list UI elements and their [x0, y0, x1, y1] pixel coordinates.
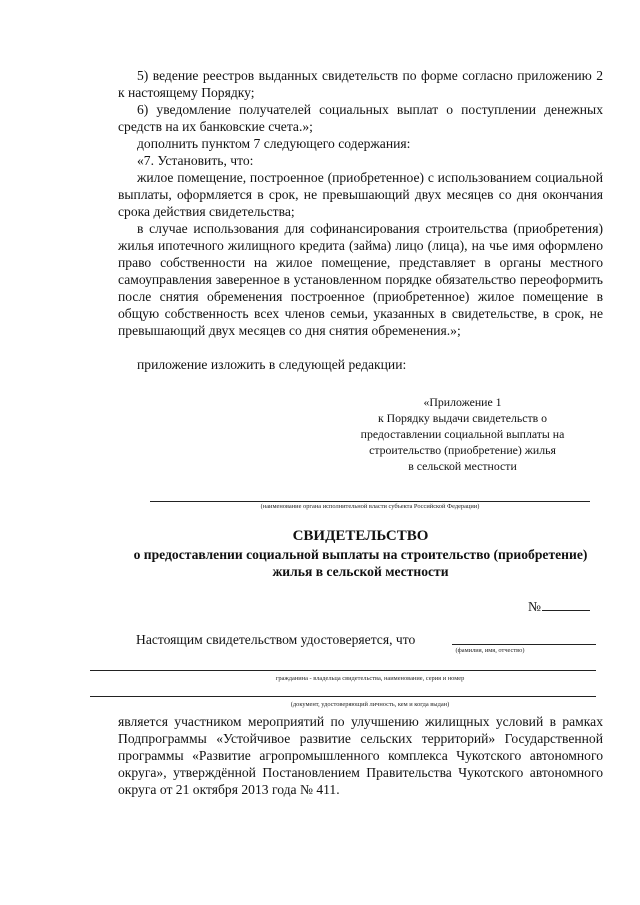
appendix-header [345, 394, 580, 474]
appendix-header-line: строительство (приобретение) жилья [369, 443, 556, 457]
authority-name-line [150, 501, 590, 502]
document-caption: (документ, удостоверяющий личность, кем и когда выдан) [290, 701, 450, 708]
appendix-header-line: к Порядку выдачи свидетельств о [377, 411, 548, 425]
paragraph-housing-term: жилое помещение, построенное (приобретенное) с использованием социальной выплаты, оформляется в срок, не превышающий двух месяцев со дня окончания срока действия свидетельства; [118, 170, 603, 219]
document-line [90, 696, 596, 697]
certificate-title: СВИДЕТЕЛЬСТВО [292, 528, 429, 544]
citizen-caption: гражданина - владельца свидетельства, наименование, серия и номер [275, 675, 465, 682]
certificate-body-text: является участником мероприятий по улучшению жилищных условий в рамках Подпрограммы «Устойчивое развитие сельских территорий» Государственной программы «Развитие агропромышленного комплекса Чукотского автономного округа», утверждённой Постановлением Правительства Чукотского автономного округа от 21 октября 2013 года № 411. [118, 714, 603, 797]
appendix-header-line: в сельской местности [408, 459, 517, 473]
paragraph-mortgage-case: в случае использования для софинансирования строительства (приобретения) жилья ипотечного жилищного кредита (займа) лицо (лица), на чье имя оформлено право собственности на жилое помещение, представляет в органы местного самоуправления заверенное в установленном порядке обязательство переоформить после снятия обременения построенное (приобретенное) жилое помещение в общую собственность всех членов семьи, указанных в свидетельстве, в срок, не превышающий двух месяцев со дня снятия обременения.»; [118, 221, 603, 338]
certificate-subtitle-line1: о предоставлении социальной выплаты на строительство (приобретение) [133, 547, 588, 562]
certificate-subtitle-line2: жилья в сельской местности [272, 564, 449, 579]
certificate-number-blank [542, 597, 590, 611]
paragraph-item-5: 5) ведение реестров выданных свидетельств по форме согласно приложению 2 к настоящему Порядку; [118, 68, 603, 100]
fio-line [452, 644, 596, 645]
number-sign: № [528, 599, 541, 614]
paragraph-item-6: 6) уведомление получателей социальных выплат о поступлении денежных средств на их банковские счета.»; [118, 102, 603, 134]
paragraph-appendix-intro: приложение изложить в следующей редакции: [137, 357, 407, 372]
paragraph-point-7-intro: «7. Установить, что: [137, 153, 254, 168]
fio-caption: (фамилия, имя, отчество) [455, 647, 525, 654]
paragraph-add-point-7: дополнить пунктом 7 следующего содержания: [137, 136, 411, 151]
certify-text: Настоящим свидетельством удостоверяется, что [136, 632, 416, 647]
certificate-number [528, 597, 590, 615]
authority-caption: (наименование органа исполнительной власти субъекта Российской Федерации) [260, 503, 480, 510]
appendix-header-line: предоставлении социальной выплаты на [360, 427, 565, 441]
citizen-line [90, 670, 596, 671]
appendix-header-line: «Приложение 1 [423, 395, 502, 409]
